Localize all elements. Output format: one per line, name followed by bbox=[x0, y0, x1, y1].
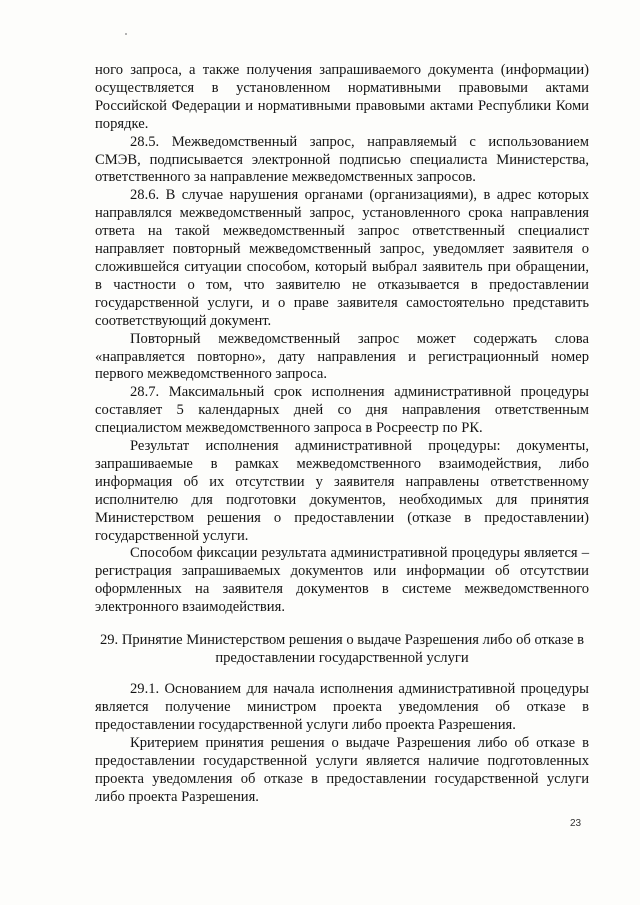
paragraph-procedure-result: Результат исполнения административной процедуры: документы, запрашиваемые в рамках межведомственного взаимодействия, либо информация об их отсутствии у заявителя направлены ответственному исполнителю для подготовки документов, необходимых для принятия Министерством решения о предоставлении (отказе в предоставлении) государственной услуги. bbox=[95, 438, 589, 544]
document-body bbox=[95, 62, 589, 806]
page-number: 23 bbox=[570, 818, 582, 829]
scan-speck bbox=[125, 33, 127, 35]
paragraph-28-6: 28.6. В случае нарушения органами (организациями), в адрес которых направлялся межведомственный запрос, установленного срока направления ответа на такой межведомственный запрос ответственный специалист направляет повторный межведомственный запрос, уведомляет заявителя о сложившейся ситуации способом, который выбрал заявитель при обращении, в частности о том, что заявителю не отказывается в предоставлении государственной услуги, и о праве заявителя самостоятельно представить соответствующий документ. bbox=[95, 187, 589, 329]
paragraph-decision-criterion: Критерием принятия решения о выдаче Разрешения либо об отказе в предоставлении государственной услуги является наличие подготовленных проекта уведомления об отказе в предоставлении государственной услуги либо проекта Разрешения. bbox=[95, 734, 589, 805]
paragraph-continuation: ного запроса, а также получения запрашиваемого документа (информации) осуществляется в установленном нормативными правовыми актами Российской Федерации и нормативными правовыми актами Республики Коми порядке. bbox=[95, 62, 589, 132]
paragraph-fixation-method: Способом фиксации результата административной процедуры является – регистрация запрашиваемых документов или информации об отсутствии оформленных на заявителя документов в системе межведомственного электронного взаимодействия. bbox=[95, 545, 589, 616]
section-heading-29: 29. Принятие Министерством решения о выдаче Разрешения либо об отказе в предоставлении государственной услуги bbox=[99, 632, 585, 667]
paragraph-28-7: 28.7. Максимальный срок исполнения административной процедуры составляет 5 календарных дней со дня направления ответственным специалистом межведомственного запроса в Росреестр по РК. bbox=[95, 384, 589, 437]
paragraph-repeat-request: Повторный межведомственный запрос может содержать слова «направляется повторно», дату направления и регистрационный номер первого межведомственного запроса. bbox=[95, 330, 589, 383]
paragraph-29-1: 29.1. Основанием для начала исполнения административной процедуры является получение министром проекта уведомления об отказе в предоставлении государственной услуги либо проекта Разрешения. bbox=[95, 681, 589, 733]
paragraph-28-5: 28.5. Межведомственный запрос, направляемый с использованием СМЭВ, подписывается электронной подписью специалиста Министерства, ответственного за направление межведомственных запросов. bbox=[95, 133, 589, 186]
